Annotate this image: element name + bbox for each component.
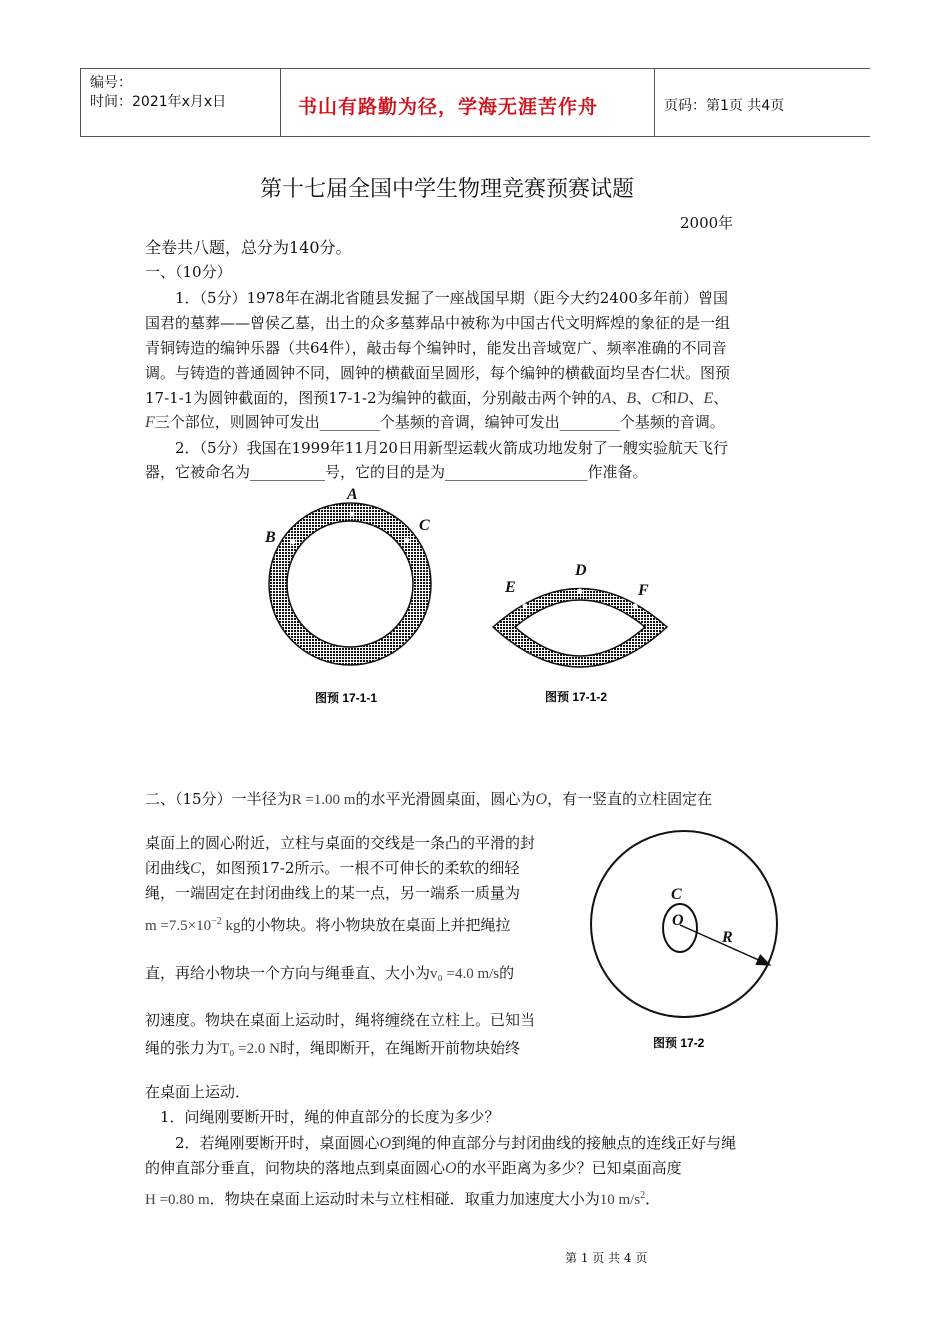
fig3-caption: 图预 17-2 — [653, 1036, 705, 1050]
label-D: D — [575, 562, 587, 579]
figure-almond-bell — [485, 555, 685, 710]
round-bell-point-c — [405, 538, 410, 543]
q2-sub-2-line-3 — [145, 1186, 660, 1210]
q2-s2c: 的伸直部分垂直，问物块的落地点到桌面圆心 — [145, 1159, 446, 1177]
round-bell-inner-hole — [287, 521, 413, 647]
mass-unit: kg — [221, 918, 241, 934]
q1-line-3: 青铜铸造的编钟乐器（共64件），敲击每个编钟时，能发出音域宽广、频率准确的不同音 — [145, 339, 727, 357]
q1-line-1: 1．（5分）1978年在湖北省随县发掘了一座战国早期（距今大约2400多年前）曾国 — [175, 289, 728, 307]
q2-line-1a: 二、（15分）一半径为 — [145, 790, 292, 808]
label-O: O — [672, 912, 684, 929]
q2-sub-2-line-1 — [175, 1133, 736, 1154]
sep: 、 — [611, 389, 627, 407]
var-C-curve: C — [190, 860, 201, 877]
q2-line-3b: ，如图预17-2所示。一根不可伸长的柔软的细轻 — [200, 859, 520, 877]
figure-table-top — [585, 825, 815, 1060]
gravity-exp: 2 — [640, 1190, 646, 1201]
sep: 、 — [713, 389, 729, 407]
header-bottom-rule — [80, 136, 870, 137]
tension-eq: T₀ =2.0 N — [220, 1041, 280, 1057]
q1-line-5-text: 17-1-1为圆钟截面的，图预17-1-2为编钟的截面，分别敲击两个钟的 — [145, 389, 602, 407]
q2-s2a: 2．若绳刚要断开时，桌面圆心 — [175, 1134, 380, 1152]
figure-round-bell — [255, 480, 445, 710]
fig2-caption: 图预 17-1-2 — [545, 690, 608, 704]
exam-year: 2000年 — [680, 214, 734, 232]
q1-2-line-1: 2．（5分）我国在1999年11月20日用新型运载火箭成功地发射了一艘实验航天飞行 — [175, 439, 728, 457]
label-C: C — [419, 517, 430, 534]
label-B: B — [265, 529, 276, 546]
mass-exp: −2 — [211, 916, 222, 927]
q2-line-1 — [145, 789, 712, 810]
q2-line-5 — [145, 912, 511, 936]
q1-line-6 — [145, 412, 725, 433]
table-circle — [591, 831, 777, 1017]
almond-point-e — [523, 604, 528, 609]
q2-line-4: 绳，一端固定在封闭曲线上的某一点，另一端系一质量为 — [145, 884, 521, 902]
round-bell-point-b — [291, 540, 296, 545]
label-A: A — [347, 486, 358, 503]
q2-line-3a: 闭曲线 — [145, 859, 191, 877]
gravity-eq: 10 m/s — [599, 1192, 641, 1208]
var-E: E — [703, 390, 714, 407]
var-F: F — [145, 414, 155, 431]
label-E: E — [505, 579, 516, 596]
label-C: C — [671, 886, 682, 903]
page-footer: 第 1 页 共 4 页 — [565, 1251, 648, 1265]
var-B: B — [626, 390, 637, 407]
var-D: D — [676, 390, 689, 407]
q2-line-6 — [145, 963, 514, 984]
q2-line-8a: 绳的张力为 — [145, 1039, 221, 1057]
header-top-rule — [80, 68, 870, 69]
q1-2-line-2: 器，它被命名为__________号，它的目的是为___________________作准备。 — [145, 463, 648, 481]
round-bell-point-a — [350, 512, 355, 517]
q2-line-1b: 的水平光滑圆桌面，圆心为 — [355, 790, 536, 808]
label-R: R — [722, 929, 733, 946]
var-O: O — [445, 1160, 457, 1177]
fig1-caption: 图预 17-1-1 — [315, 691, 378, 705]
header-divider-1 — [280, 68, 281, 136]
q2-line-3 — [145, 858, 519, 879]
q2-s2b: 到绳的伸直部分与封闭曲线的接触点的连线正好与绳 — [391, 1134, 737, 1152]
var-C: C — [651, 390, 662, 407]
height-eq: H =0.80 m — [145, 1192, 210, 1208]
q2-line-7: 初速度。物块在桌面上运动时，绳将缠绕在立柱上。已知当 — [145, 1011, 536, 1029]
var-O: O — [535, 791, 548, 808]
q1-heading: 一、（10分） — [145, 263, 232, 281]
q2-line-8b: 时，绳即断开，在绳断开前物块始终 — [279, 1039, 520, 1057]
q2-line-2: 桌面上的圆心附近，立柱与桌面的交线是一条凸的平滑的封 — [145, 834, 536, 852]
radius-eq: R =1.00 m — [291, 792, 356, 808]
q2-line-5b: 的小物块。将小物块放在桌面上并把绳拉 — [240, 916, 511, 934]
header-divider-2 — [654, 68, 655, 136]
q2-s2d: 的水平距离为多少？已知桌面高度 — [456, 1159, 682, 1177]
velocity-eq: v₀ =4.0 m/s — [430, 966, 500, 982]
q2-line-1c: ，有一竖直的立柱固定在 — [547, 790, 713, 808]
almond-point-f — [633, 604, 638, 609]
page-title: 第十七届全国中学生物理竞赛预赛试题 — [260, 177, 635, 202]
q1-line-2: 国君的墓葬——曾侯乙墓，出土的众多墓葬品中被称为中国古代文明辉煌的象征的是一组 — [145, 314, 731, 332]
q2-line-9: 在桌面上运动． — [145, 1083, 251, 1101]
exam-summary: 全卷共八题，总分为140分。 — [145, 238, 352, 257]
q2-line-8 — [145, 1038, 520, 1059]
q2-s2f: ． — [645, 1190, 661, 1208]
q1-line-5 — [145, 388, 728, 409]
q2-line-6b: 的 — [499, 964, 515, 982]
header-serial: 编号： — [90, 75, 132, 91]
header-motto: 书山有路勤为径，学海无涯苦作舟 — [298, 96, 599, 118]
var-O: O — [379, 1135, 392, 1152]
q2-sub-2-line-2 — [145, 1158, 682, 1179]
q2-sub-1: 1．问绳刚要断开时，绳的伸直部分的长度为多少？ — [160, 1108, 500, 1126]
var-A: A — [601, 390, 612, 407]
q1-line-4: 调。与铸造的普通圆钟不同，圆钟的横截面呈圆形，每个编钟的横截面均呈杏仁状。图预 — [145, 364, 731, 382]
label-F: F — [638, 582, 649, 599]
sep: 和 — [661, 389, 677, 407]
sep: 、 — [688, 389, 704, 407]
sep: 、 — [636, 389, 652, 407]
q2-line-6a: 直，再给小物块一个方向与绳垂直、大小为 — [145, 964, 431, 982]
almond-point-d — [578, 589, 583, 594]
header-page: 页码：第1页 共4页 — [664, 98, 785, 114]
q1-line-6-text: 三个部位，则圆钟可发出________个基频的音调，编钟可发出________个基频的音调。 — [154, 413, 725, 431]
mass-eq: m =7.5×10 — [145, 918, 212, 934]
header-time: 时间：2021年x月x日 — [90, 94, 227, 110]
header-left-edge — [80, 68, 81, 136]
q2-s2e: ．物块在桌面上运动时未与立柱相碰．取重力加速度大小为 — [209, 1190, 600, 1208]
